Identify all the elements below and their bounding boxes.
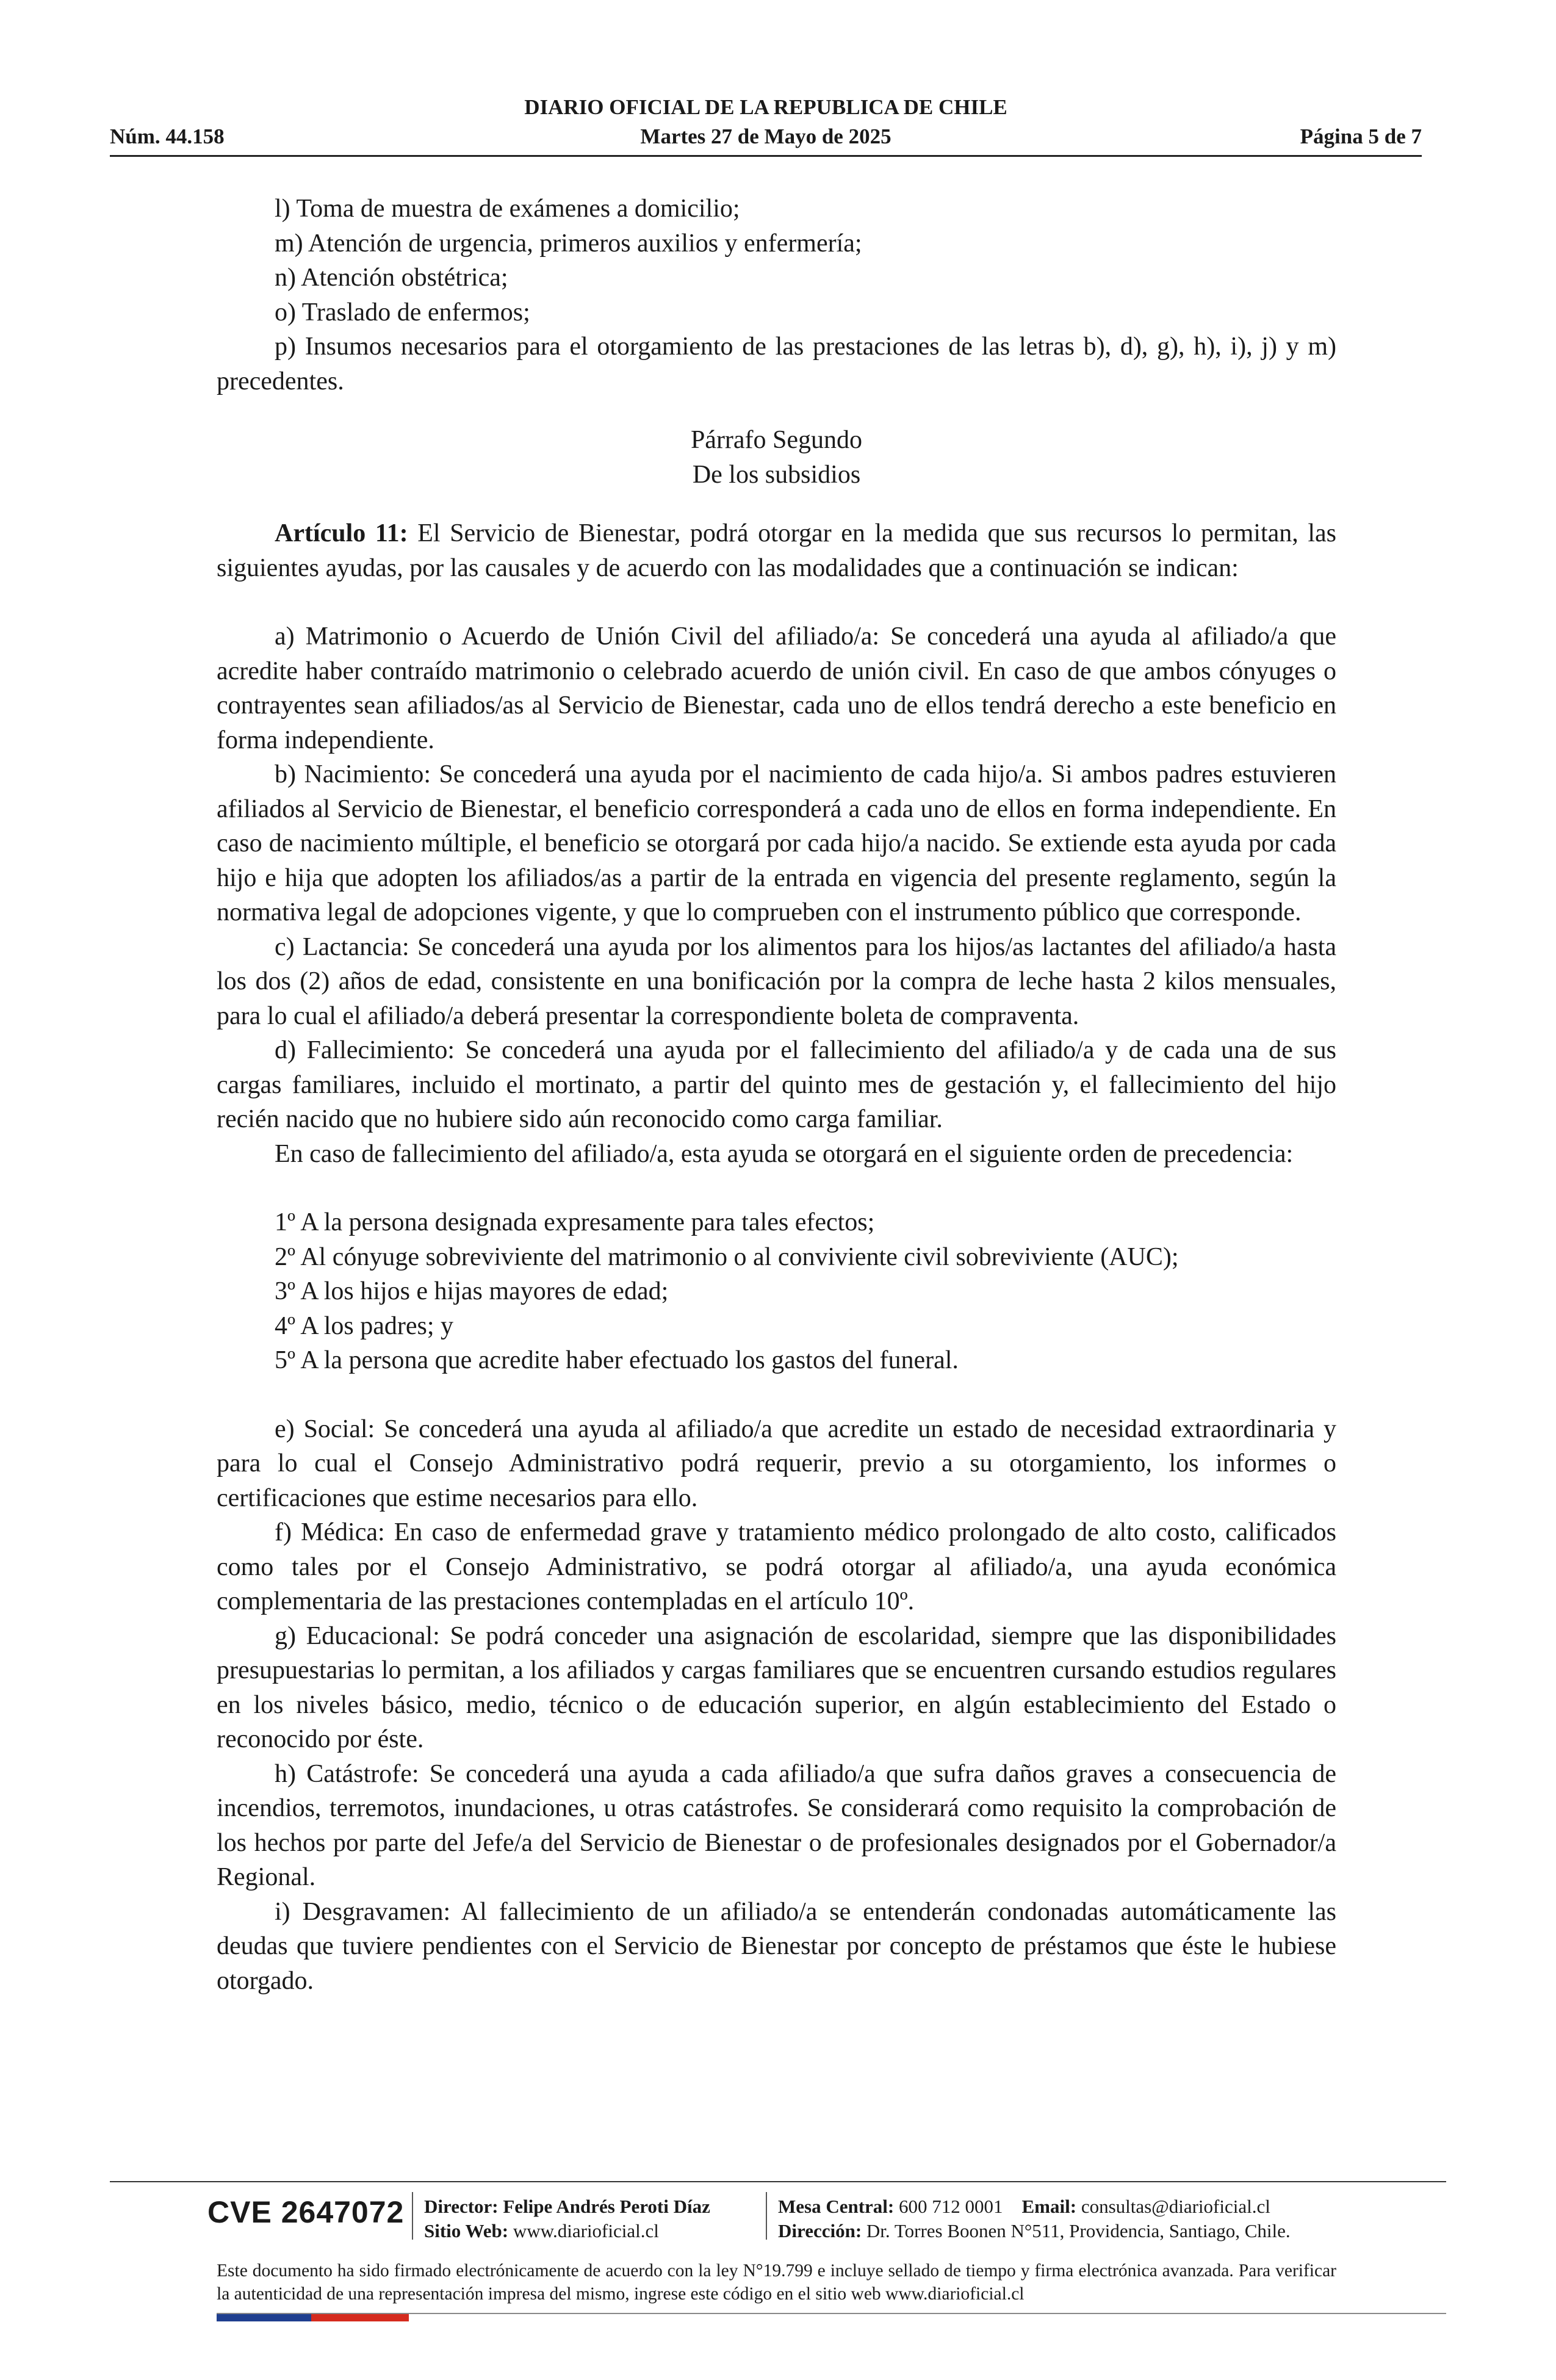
spacer bbox=[217, 492, 1336, 516]
section-subheading: De los subsidios bbox=[692, 460, 861, 489]
spacer bbox=[217, 585, 1336, 619]
paragraph-precedence-intro: En caso de fallecimiento del afiliado/a, esta ayuda se otorgará en el siguiente orden de precedencia: bbox=[275, 1139, 1294, 1168]
precedence-item: 5º A la persona que acredite haber efectuado los gastos del funeral. bbox=[275, 1346, 959, 1374]
spacer bbox=[217, 398, 1336, 423]
paragraph-f: f) Médica: En caso de enfermedad grave y tratamiento médico prolongado de alto costo, calificados como tales por el Consejo Administrativo, se podrá otorgar al afiliado/a, una ayuda económica complementaria de las prestaciones contempladas en el artículo 10º. bbox=[217, 1518, 1336, 1615]
list-item: n) Atención obstétrica; bbox=[275, 264, 508, 292]
mesa-phone: 600 712 0001 bbox=[899, 2196, 1003, 2217]
precedence-item: 2º Al cónyuge sobreviviente del matrimonio o al conviviente civil sobreviviente (AUC); bbox=[275, 1242, 1179, 1271]
precedence-item: 4º A los padres; y bbox=[275, 1311, 454, 1340]
mesa-label: Mesa Central: bbox=[778, 2196, 895, 2217]
paragraph-e: e) Social: Se concederá una ayuda al afiliado/a que acredite un estado de necesidad extraordinaria y para lo cual el Consejo Administrativo podrá requerir, previo a su otorgamiento, los informes o certificaciones que estime necesarios para ello. bbox=[217, 1415, 1336, 1512]
paragraph-g: g) Educacional: Se podrá conceder una asignación de escolaridad, siempre que las disponibilidades presupuestarias lo permitan, a los afiliados y cargas familiares que se encuentren cursando estudios regulares en los niveles básico, medio, técnico o de educación superior, en algún establecimiento del Estado o reconocido por éste. bbox=[217, 1621, 1336, 1753]
website-label: Sitio Web: bbox=[424, 2220, 509, 2241]
article-11-label: Artículo 11: bbox=[275, 519, 408, 547]
list-item: m) Atención de urgencia, primeros auxilios y enfermería; bbox=[275, 229, 862, 258]
list-item: o) Traslado de enfermos; bbox=[275, 298, 530, 326]
paragraph-c: c) Lactancia: Se concederá una ayuda por los alimentos para los hijos/as lactantes del afiliado/a hasta los dos (2) años de edad, consistente en una bonificación por la compra de leche hasta 2 kilos mensuales, para lo cual el afiliado/a deberá presentar la correspondiente boleta de compraventa. bbox=[217, 932, 1336, 1030]
paragraph-d: d) Fallecimiento: Se concederá una ayuda por el fallecimiento del afiliado/a y de cada una de sus cargas familiares, incluido el mortinato, a partir del quinto mes de gestación y, el fallecimiento del hijo recién nacido que no hubiere sido aún reconocido como carga familiar. bbox=[217, 1036, 1336, 1133]
paragraph-a: a) Matrimonio o Acuerdo de Unión Civil del afiliado/a: Se concederá una ayuda al afiliado/a que acredite haber contraído matrimonio o celebrado acuerdo de unión civil. En caso de que ambos cónyuges o contrayentes sean afiliados/as al Servicio de Bienestar, cada uno de ellos tendrá derecho a este beneficio en forma independiente. bbox=[217, 622, 1336, 754]
email-link[interactable]: consultas@diarioficial.cl bbox=[1081, 2196, 1270, 2217]
list-item: l) Toma de muestra de exámenes a domicilio; bbox=[275, 195, 740, 223]
cve-code: CVE 2647072 bbox=[207, 2195, 405, 2229]
footer-separator bbox=[766, 2192, 767, 2240]
email-label: Email: bbox=[1021, 2196, 1077, 2217]
address-label: Dirección: bbox=[778, 2220, 862, 2241]
footer-contact-block bbox=[778, 2194, 1291, 2243]
issue-date: Martes 27 de Mayo de 2025 bbox=[640, 124, 891, 148]
flag-stripe-blue bbox=[217, 2314, 311, 2321]
flag-stripe-red bbox=[311, 2314, 409, 2321]
paragraph-h: h) Catástrofe: Se concederá una ayuda a cada afiliado/a que sufra daños graves a consecuencia de incendios, terremotos, inundaciones, u otras catástrofes. Se considerará como requisito la comprobación de los hechos por parte del Jefe/a del Servicio de Bienestar o de profesionales designados por el Gobernador/a Regional. bbox=[217, 1759, 1336, 1891]
precedence-item: 3º A los hijos e hijas mayores de edad; bbox=[275, 1277, 669, 1305]
footer-separator bbox=[412, 2192, 413, 2240]
director-name: Felipe Andrés Peroti Díaz bbox=[503, 2196, 710, 2217]
header-divider bbox=[110, 155, 1422, 157]
website-link[interactable]: www.diarioficial.cl bbox=[513, 2220, 659, 2241]
document-body bbox=[217, 192, 1336, 1998]
page-number: Página 5 de 7 bbox=[1300, 124, 1422, 148]
article-11-text: El Servicio de Bienestar, podrá otorgar en la medida que sus recursos lo permitan, las siguientes ayudas, por las causales y de acuerdo con las modalidades que a continuación se indican: bbox=[217, 519, 1337, 582]
director-label: Director: bbox=[424, 2196, 499, 2217]
page-header bbox=[110, 92, 1422, 159]
article-11-paragraph bbox=[217, 516, 1336, 585]
footer-divider bbox=[110, 2181, 1446, 2182]
journal-title: DIARIO OFICIAL DE LA REPUBLICA DE CHILE bbox=[524, 95, 1007, 119]
issue-number: Núm. 44.158 bbox=[110, 124, 225, 148]
spacer bbox=[217, 1171, 1336, 1205]
signature-note: Este documento ha sido firmado electrónicamente de acuerdo con la ley N°19.799 e incluye sellado de tiempo y firma electrónica avanzada. Para verificar la autenticidad de una representación impresa del mismo, ingrese este código en el sitio web www.diarioficial.cl bbox=[217, 2261, 1336, 2304]
paragraph-i: i) Desgravamen: Al fallecimiento de un afiliado/a se entenderán condonadas automáticamente las deudas que tuviere pendientes con el Servicio de Bienestar por concepto de préstamos que éste le hubiese otorgado. bbox=[217, 1897, 1336, 1995]
address-text: Dr. Torres Boonen N°511, Providencia, Santiago, Chile. bbox=[866, 2220, 1291, 2241]
list-item: p) Insumos necesarios para el otorgamiento de las prestaciones de las letras b), d), g), h), i), j) y m) precedentes. bbox=[217, 333, 1336, 395]
paragraph-b: b) Nacimiento: Se concederá una ayuda por el nacimiento de cada hijo/a. Si ambos padres estuvieren afiliados al Servicio de Bienestar, el beneficio corresponderá a cada uno de ellos en forma independiente. En caso de nacimiento múltiple, el beneficio se otorgará por cada hijo/a nacido. Se extiende esta ayuda por cada hijo e hija que adopten los afiliados/as a partir de la entrada en vigencia del presente reglamento, según la normativa legal de adopciones vigente, y que lo comprueben con el instrumento público que corresponde. bbox=[217, 760, 1336, 926]
section-heading: Párrafo Segundo bbox=[690, 426, 863, 454]
footer-director-block bbox=[424, 2194, 710, 2243]
precedence-item: 1º A la persona designada expresamente para tales efectos; bbox=[275, 1208, 875, 1236]
spacer bbox=[217, 1378, 1336, 1412]
